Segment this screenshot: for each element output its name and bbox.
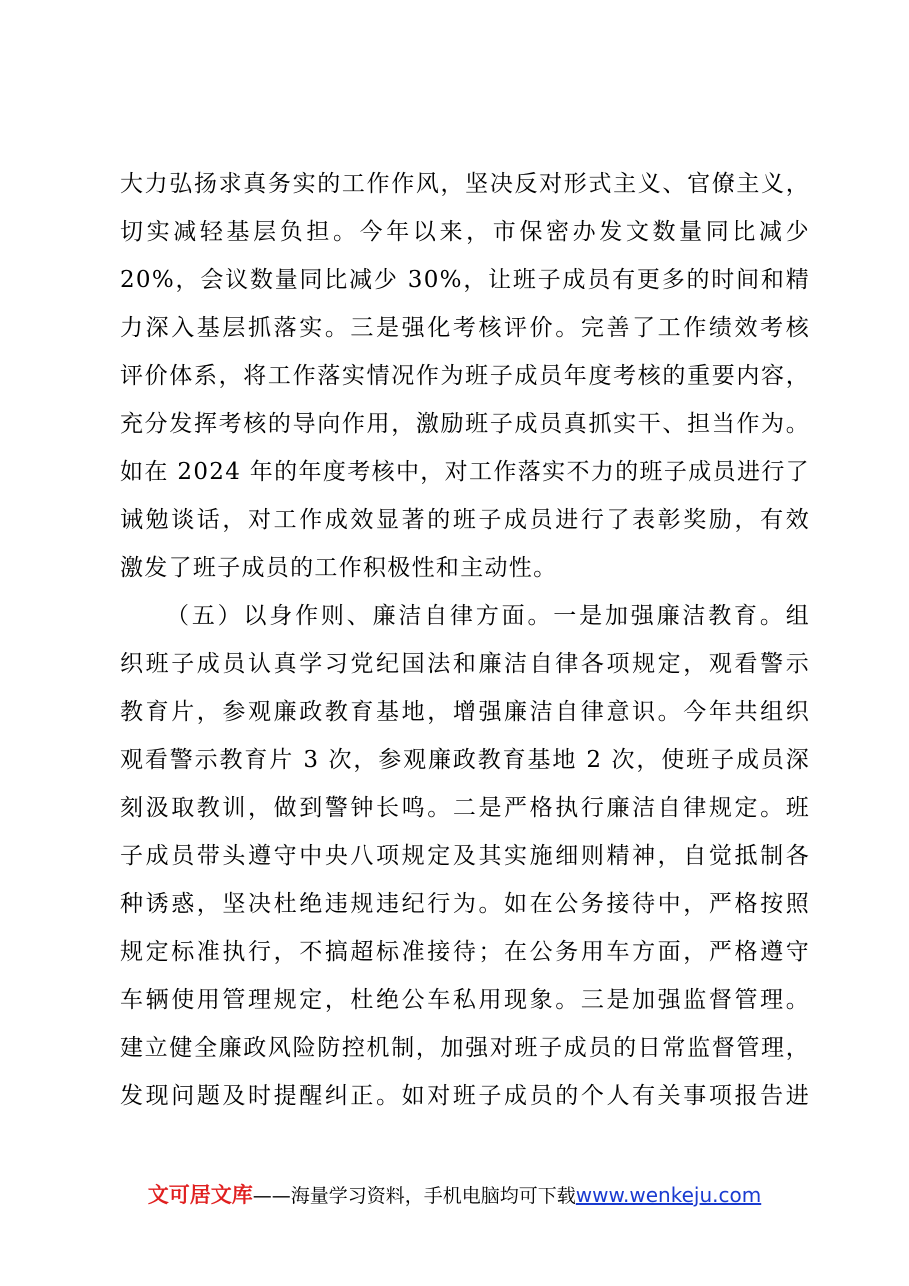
footer-slogan: ——海量学习资料，手机电脑均可下载 [252, 1185, 576, 1207]
text-line-7: 如在 2024 年的年度考核中，对工作落实不力的班子成员进行了 [120, 459, 810, 485]
text-line-1: 大力弘扬求真务实的工作作风，坚决反对形式主义、官僚主义， [120, 171, 810, 197]
text-line-18: 车辆使用管理规定，杜绝公车私用现象。三是加强监督管理。 [120, 987, 810, 1013]
text-line-11: 织班子成员认真学习党纪国法和廉洁自律各项规定，观看警示 [120, 651, 810, 677]
text-line-15: 子成员带头遵守中央八项规定及其实施细则精神，自觉抵制各 [120, 843, 810, 869]
text-line-5: 评价体系，将工作落实情况作为班子成员年度考核的重要内容， [120, 363, 810, 389]
text-line-8: 诫勉谈话，对工作成效显著的班子成员进行了表彰奖励，有效 [120, 507, 810, 533]
footer-url-link[interactable]: www.wenkeju.com [575, 1183, 762, 1207]
text-line-16: 种诱惑，坚决杜绝违规违纪行为。如在公务接待中，严格按照 [120, 891, 810, 917]
section-heading-line: （五）以身作则、廉洁自律方面。一是加强廉洁教育。组 [166, 603, 810, 629]
text-line-3: 20%，会议数量同比减少 30%，让班子成员有更多的时间和精 [120, 267, 810, 293]
text-line-14: 刻汲取教训，做到警钟长鸣。二是严格执行廉洁自律规定。班 [120, 795, 810, 821]
text-line-2: 切实减轻基层负担。今年以来，市保密办发文数量同比减少 [120, 219, 810, 245]
text-line-17: 规定标准执行，不搞超标准接待；在公务用车方面，严格遵守 [120, 939, 810, 965]
document-body [120, 160, 810, 1120]
text-line-4: 力深入基层抓落实。三是强化考核评价。完善了工作绩效考核 [120, 315, 810, 341]
text-line-20: 发现问题及时提醒纠正。如对班子成员的个人有关事项报告进 [120, 1083, 810, 1109]
text-line-12: 教育片，参观廉政教育基地，增强廉洁自律意识。今年共组织 [120, 699, 810, 725]
footer-banner [0, 1180, 909, 1211]
text-line-19: 建立健全廉政风险防控机制，加强对班子成员的日常监督管理， [120, 1035, 810, 1061]
text-line-9: 激发了班子成员的工作积极性和主动性。 [120, 555, 558, 581]
footer-brand: 文可居文库 [147, 1183, 253, 1207]
text-line-13: 观看警示教育片 3 次，参观廉政教育基地 2 次，使班子成员深 [120, 747, 810, 773]
text-line-6: 充分发挥考核的导向作用，激励班子成员真抓实干、担当作为。 [120, 411, 810, 437]
